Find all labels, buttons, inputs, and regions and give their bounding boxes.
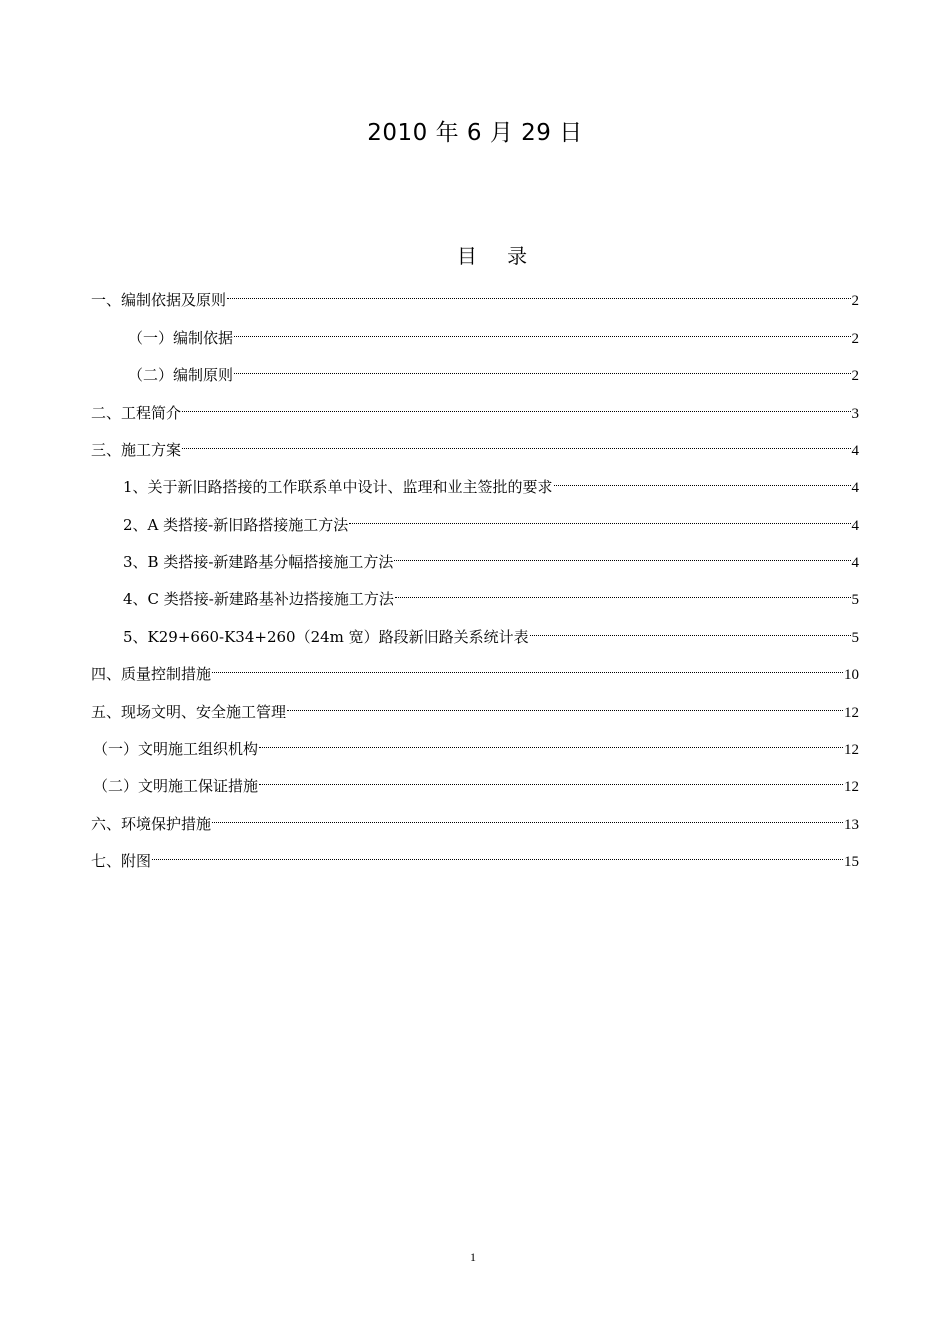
toc-entry-title: 1、关于新旧路搭接的工作联系单中设计、监理和业主签批的要求 (123, 478, 553, 496)
toc-entry-title: 四、质量控制措施 (91, 665, 212, 683)
toc-title: 目 录 (456, 244, 540, 268)
toc-entry-page: 5 (851, 592, 859, 608)
toc-entry-page: 4 (851, 480, 859, 496)
toc-entry-title: 5、K29+660-K34+260（24m 宽）路段新旧路关系统计表 (123, 628, 529, 646)
toc-entry-page: 12 (844, 779, 859, 795)
toc-entry-title: 一、编制依据及原则 (91, 291, 227, 309)
toc-entry-page: 4 (851, 555, 859, 571)
toc-entry[interactable] (123, 506, 859, 534)
toc-entry[interactable] (93, 730, 859, 758)
toc-entry-title: （二）文明施工保证措施 (93, 777, 259, 795)
toc-entry[interactable] (128, 356, 859, 384)
toc-entry[interactable] (91, 394, 859, 422)
toc-entry-page: 4 (851, 518, 859, 534)
toc-entry-title: 六、环境保护措施 (91, 815, 212, 833)
toc-dot-leader (152, 842, 843, 866)
toc-dot-leader (554, 468, 851, 492)
toc-entry-page: 2 (851, 368, 859, 384)
toc-dot-leader (287, 693, 843, 717)
toc-entry[interactable] (123, 618, 859, 646)
toc-entry[interactable] (128, 319, 859, 347)
toc-entry[interactable] (123, 543, 859, 571)
toc-entry-title: 2、A 类搭接-新旧路搭接施工方法 (123, 516, 349, 534)
toc-entry-title: 二、工程简介 (91, 404, 182, 422)
toc-entry[interactable] (91, 431, 859, 459)
toc-dot-leader (182, 394, 850, 418)
toc-dot-leader (234, 356, 850, 380)
toc-entry[interactable] (123, 468, 859, 496)
toc-entry-title: （一）编制依据 (128, 329, 234, 347)
toc-dot-leader (395, 580, 851, 604)
toc-entry-title: （一）文明施工组织机构 (93, 740, 259, 758)
toc-entry-page: 3 (851, 406, 859, 422)
toc-entry[interactable] (123, 580, 859, 608)
toc-entry[interactable] (93, 767, 859, 795)
toc-entry-page: 10 (844, 667, 859, 683)
toc-dot-leader (212, 655, 843, 679)
toc-entry-title: 五、现场文明、安全施工管理 (91, 703, 287, 721)
toc-dot-leader (182, 431, 850, 455)
toc-dot-leader (259, 767, 843, 791)
toc-entry-page: 15 (844, 854, 859, 870)
toc-dot-leader (212, 805, 843, 829)
toc-dot-leader (259, 730, 843, 754)
toc-entry-page: 12 (844, 705, 859, 721)
toc-entry-title: 3、B 类搭接-新建路基分幅搭接施工方法 (123, 553, 394, 571)
toc-dot-leader (530, 618, 851, 642)
toc-dot-leader (349, 506, 850, 530)
toc-entry[interactable] (91, 805, 859, 833)
toc-entry[interactable] (91, 655, 859, 683)
toc-entry[interactable] (91, 281, 859, 309)
toc-entry-title: 4、C 类搭接-新建路基补边搭接施工方法 (123, 590, 394, 608)
toc-entry-page: 13 (844, 817, 859, 833)
toc-dot-leader (234, 319, 850, 343)
toc-entry-page: 12 (844, 742, 859, 758)
toc-entry-page: 5 (851, 630, 859, 646)
toc-entry-page: 2 (851, 293, 859, 309)
toc-entry-page: 2 (851, 331, 859, 347)
toc-entry[interactable] (91, 842, 859, 870)
toc-dot-leader (394, 543, 850, 567)
toc-entry-page: 4 (851, 443, 859, 459)
toc-entry-title: （二）编制原则 (128, 366, 234, 384)
toc-entry-title: 七、附图 (91, 852, 152, 870)
toc-entry-title: 三、施工方案 (91, 441, 182, 459)
document-date: 2010 年 6 月 29 日 (367, 120, 583, 146)
toc-dot-leader (227, 281, 850, 305)
page-number: 1 (470, 1250, 476, 1264)
toc-entry[interactable] (91, 693, 859, 721)
